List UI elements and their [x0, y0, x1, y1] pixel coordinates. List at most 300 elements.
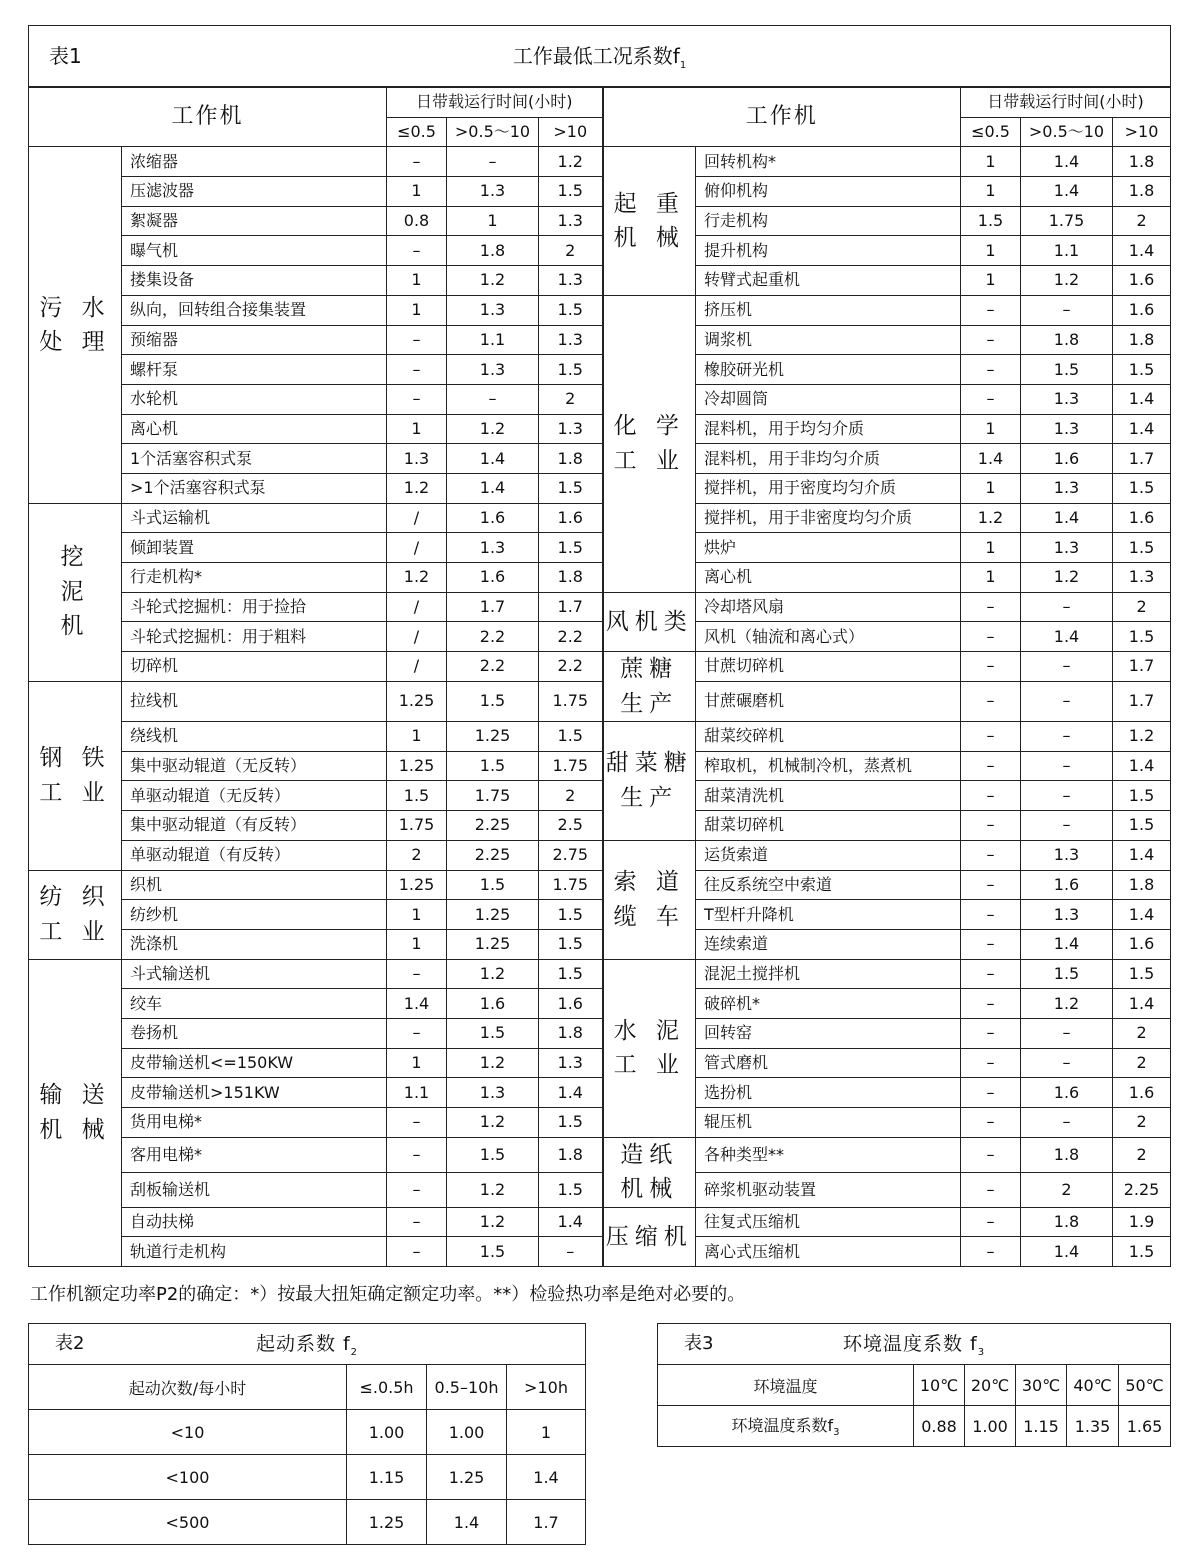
table-row	[29, 1048, 1171, 1078]
factor-le05: 1.4	[961, 444, 1021, 474]
factor-05to10: –	[1021, 681, 1113, 721]
table-row	[29, 266, 1171, 296]
machine-name: 甜菜绞碎机	[696, 722, 961, 752]
table-row	[29, 473, 1171, 503]
category-cell: 水 泥 工 业	[603, 959, 696, 1137]
factor-le05: 1	[961, 266, 1021, 296]
factor-05to10: 1.5	[1021, 355, 1113, 385]
machine-name: 曝气机	[122, 236, 387, 266]
factor-gt10: 1.9	[1113, 1207, 1171, 1237]
category-cell: 化 学 工 业	[603, 295, 696, 592]
machine-name: 甘蔗切碎机	[696, 652, 961, 682]
header-col-gt10-right: >10	[1113, 117, 1171, 147]
factor-le05: –	[961, 1137, 1021, 1172]
machine-name: 连续索道	[696, 929, 961, 959]
machine-name: >1个活塞容积式泵	[122, 473, 387, 503]
factor-05to10h: 1.25	[427, 1455, 507, 1500]
factor-05to10: 1.4	[447, 473, 539, 503]
starts-per-hour: <500	[29, 1500, 347, 1545]
factor-le05: 1.1	[387, 1078, 447, 1108]
machine-name: 织机	[122, 870, 387, 900]
category-cell: 挖 泥 机	[29, 503, 122, 681]
factor-le05: 1.2	[387, 473, 447, 503]
factor-gt10h: 1.4	[507, 1455, 586, 1500]
factor-le05: –	[961, 989, 1021, 1019]
factor-05to10: 1.5	[447, 681, 539, 721]
table-row	[29, 325, 1171, 355]
factor-05to10: 1.3	[447, 177, 539, 207]
factor-05to10: 1.2	[1021, 563, 1113, 593]
category-cell: 造纸 机械	[603, 1137, 696, 1207]
category-cell: 风机类	[603, 592, 696, 651]
factor-gt10: 1.5	[1113, 959, 1171, 989]
factor-gt10: 1.3	[539, 1048, 603, 1078]
factor-gt10: 1.8	[539, 1137, 603, 1172]
factor-le05: –	[387, 355, 447, 385]
factor-05to10: –	[1021, 652, 1113, 682]
machine-name: 回转窑	[696, 1018, 961, 1048]
factor-05to10: –	[1021, 751, 1113, 781]
factor-gt10: –	[539, 1237, 603, 1267]
category-cell: 纺 织 工 业	[29, 870, 122, 959]
category-cell: 污 水 处 理	[29, 147, 122, 503]
table1-label: 表1	[49, 44, 82, 68]
factor-gt10: 2	[539, 384, 603, 414]
machine-name: 回转机构*	[696, 147, 961, 177]
table-row	[29, 147, 1171, 177]
factor-gt10h: 1	[507, 1410, 586, 1455]
temperature-factor-table	[657, 1323, 1171, 1447]
machine-name: 往复式压缩机	[696, 1207, 961, 1237]
factor-05to10: –	[1021, 1048, 1113, 1078]
table3-title: 环境温度系数 $f_3$	[842, 1333, 986, 1358]
machine-name: 运货索道	[696, 840, 961, 870]
factor-le05: 1	[387, 177, 447, 207]
factor-gt10: 2	[1113, 592, 1171, 622]
factor-05to10: 1.6	[447, 563, 539, 593]
footnote: 工作机额定功率P2的确定：*）按最大扭矩确定额定功率。**）检验热功率是绝对必要的。	[30, 1284, 746, 1305]
factor-le05: 1	[387, 295, 447, 325]
category-cell: 起 重 机 械	[603, 147, 696, 295]
table-row	[29, 622, 1171, 652]
factor-05to10: 1.4	[1021, 177, 1113, 207]
table1-title-cell	[29, 26, 1171, 88]
table3-temp-20: 20℃	[965, 1365, 1016, 1406]
factor-gt10: 1.75	[539, 751, 603, 781]
factor-gt10: 1.4	[1113, 236, 1171, 266]
factor-le05: 1.75	[387, 811, 447, 841]
factor-05to10: 1.2	[447, 1207, 539, 1237]
factor-05to10: 2	[1021, 1172, 1113, 1207]
factor-05to10: 1.5	[447, 1237, 539, 1267]
factor-05to10: 2.2	[447, 652, 539, 682]
factor-le05: 1	[387, 414, 447, 444]
machine-name: 压滤波器	[122, 177, 387, 207]
factor-gt10: 1.5	[1113, 622, 1171, 652]
factor-le05: –	[387, 384, 447, 414]
factor-gt10h: 1.7	[507, 1500, 586, 1545]
machine-name: 切碎机	[122, 652, 387, 682]
table-row	[29, 959, 1171, 989]
factor-le05: 1	[961, 473, 1021, 503]
factor-05to10: 1.3	[1021, 533, 1113, 563]
table-row	[29, 722, 1171, 752]
table-row	[29, 414, 1171, 444]
factor-05to10: 1.6	[1021, 1078, 1113, 1108]
factor-le05: 1.25	[387, 870, 447, 900]
factor-05to10: 1.8	[447, 236, 539, 266]
factor-05to10: 2.25	[447, 840, 539, 870]
factor-gt10: 1.6	[1113, 503, 1171, 533]
machine-name: 货用电梯*	[122, 1108, 387, 1138]
machine-name: 管式磨机	[696, 1048, 961, 1078]
table-row	[29, 206, 1171, 236]
factor-le05: –	[387, 1137, 447, 1172]
table-row	[29, 900, 1171, 930]
factor-05to10: 1.3	[1021, 840, 1113, 870]
table3-factor-30: 1.15	[1016, 1406, 1067, 1447]
factor-05to10: 1.6	[1021, 444, 1113, 474]
factor-05to10: 1.3	[1021, 473, 1113, 503]
machine-name: 斗式运输机	[122, 503, 387, 533]
table3-title-cell	[658, 1324, 1171, 1365]
machine-name: 行走机构	[696, 206, 961, 236]
machine-name: 提升机构	[696, 236, 961, 266]
table-row	[29, 236, 1171, 266]
factor-05to10: 1.3	[1021, 384, 1113, 414]
table-row	[29, 929, 1171, 959]
factor-le05: –	[961, 1108, 1021, 1138]
category-cell: 蔗糖 生产	[603, 652, 696, 722]
factor-05to10: 1.25	[447, 929, 539, 959]
factor-gt10: 1.3	[539, 206, 603, 236]
table-row	[29, 811, 1171, 841]
machine-name: 轨道行走机构	[122, 1237, 387, 1267]
machine-name: 浓缩器	[122, 147, 387, 177]
machine-name: 离心机	[122, 414, 387, 444]
table3-factor-label: 环境温度系数$f_3$	[658, 1406, 914, 1447]
factor-le05: –	[961, 1237, 1021, 1267]
factor-le05: –	[387, 236, 447, 266]
factor-le05: 1	[387, 266, 447, 296]
factor-05to10: 1.4	[1021, 1237, 1113, 1267]
machine-name: 洗涤机	[122, 929, 387, 959]
machine-name: 搅拌机，用于密度均匀介质	[696, 473, 961, 503]
factor-05to10: 1.8	[1021, 325, 1113, 355]
machine-name: 1个活塞容积式泵	[122, 444, 387, 474]
factor-le05: –	[961, 900, 1021, 930]
table3-factor-20: 1.00	[965, 1406, 1016, 1447]
factor-gt10: 1.6	[1113, 929, 1171, 959]
factor-le05: –	[961, 325, 1021, 355]
factor-gt10: 1.8	[1113, 147, 1171, 177]
table-row	[29, 989, 1171, 1019]
factor-le05: 1.4	[387, 989, 447, 1019]
factor-le05: 1	[387, 929, 447, 959]
factor-le05: /	[387, 622, 447, 652]
factor-05to10h: 1.00	[427, 1410, 507, 1455]
factor-gt10: 1.8	[539, 563, 603, 593]
table2-header-col3: >10h	[507, 1365, 586, 1410]
factor-gt10: 1.8	[1113, 177, 1171, 207]
table-row	[29, 870, 1171, 900]
machine-name: 拉线机	[122, 681, 387, 721]
factor-le05: –	[961, 1078, 1021, 1108]
factor-gt10: 1.5	[539, 355, 603, 385]
factor-le05: /	[387, 503, 447, 533]
category-cell: 输 送 机 械	[29, 959, 122, 1267]
machine-name: 螺杆泵	[122, 355, 387, 385]
factor-le05: –	[387, 1018, 447, 1048]
table3-temp-40: 40℃	[1067, 1365, 1119, 1406]
factor-le05: –	[961, 592, 1021, 622]
table-row	[29, 177, 1171, 207]
factor-le05: 1	[961, 147, 1021, 177]
factor-05to10: 1.8	[1021, 1137, 1113, 1172]
factor-le05: –	[961, 295, 1021, 325]
table2-label: 表2	[55, 1333, 85, 1354]
factor-05to10: 1.6	[447, 989, 539, 1019]
factor-05to10: 1.2	[447, 1108, 539, 1138]
starts-per-hour: <100	[29, 1455, 347, 1500]
factor-le05: –	[961, 1018, 1021, 1048]
factor-05to10: 1.3	[447, 355, 539, 385]
factor-05to10: 1.2	[447, 266, 539, 296]
factor-gt10: 2.5	[539, 811, 603, 841]
factor-gt10: 1.7	[1113, 444, 1171, 474]
factor-05to10: 1.6	[1021, 870, 1113, 900]
table-row	[29, 1237, 1171, 1267]
factor-le05h: 1.25	[347, 1500, 427, 1545]
factor-gt10: 2	[1113, 1137, 1171, 1172]
factor-le05: –	[961, 781, 1021, 811]
table3-factor-10: 0.88	[914, 1406, 965, 1447]
table2-header-col2: 0.5–10h	[427, 1365, 507, 1410]
factor-gt10: 1.7	[1113, 681, 1171, 721]
factor-gt10: 1.5	[539, 295, 603, 325]
factor-le05h: 1.15	[347, 1455, 427, 1500]
header-machine-right: 工作机	[603, 87, 961, 147]
factor-05to10: 1.2	[447, 1048, 539, 1078]
factor-05to10: –	[1021, 1108, 1113, 1138]
factor-05to10: –	[447, 147, 539, 177]
factor-gt10: 1.4	[539, 1078, 603, 1108]
factor-gt10: 1.4	[539, 1207, 603, 1237]
factor-le05: 1	[387, 900, 447, 930]
machine-name: 单驱动辊道（无反转）	[122, 781, 387, 811]
factor-gt10: 1.5	[1113, 533, 1171, 563]
factor-05to10: 1.2	[447, 414, 539, 444]
machine-name: 客用电梯*	[122, 1137, 387, 1172]
table-row	[29, 681, 1171, 721]
machine-name: T型杆升降机	[696, 900, 961, 930]
machine-name: 辊压机	[696, 1108, 961, 1138]
factor-gt10: 1.5	[539, 900, 603, 930]
starts-per-hour: <10	[29, 1410, 347, 1455]
machine-name: 烘炉	[696, 533, 961, 563]
factor-05to10: –	[1021, 722, 1113, 752]
factor-gt10: 1.5	[1113, 355, 1171, 385]
factor-le05: 1	[961, 414, 1021, 444]
table3-temp-50: 50℃	[1119, 1365, 1171, 1406]
factor-le05: 1	[387, 1048, 447, 1078]
factor-le05: –	[961, 681, 1021, 721]
factor-gt10: 2.2	[539, 622, 603, 652]
factor-05to10: 1.8	[1021, 1207, 1113, 1237]
factor-gt10: 1.4	[1113, 900, 1171, 930]
factor-05to10: 1.5	[1021, 959, 1113, 989]
factor-gt10: 1.5	[539, 177, 603, 207]
factor-05to10: –	[447, 384, 539, 414]
machine-name: 俯仰机构	[696, 177, 961, 207]
factor-05to10: 1.2	[1021, 989, 1113, 1019]
table-row	[29, 592, 1171, 622]
factor-le05h: 1.00	[347, 1410, 427, 1455]
factor-le05: 1	[387, 722, 447, 752]
machine-name: 混料机，用于均匀介质	[696, 414, 961, 444]
factor-gt10: 1.4	[1113, 840, 1171, 870]
factor-05to10: 1.4	[1021, 622, 1113, 652]
factor-gt10: 1.6	[1113, 1078, 1171, 1108]
factor-gt10: 1.75	[539, 681, 603, 721]
factor-05to10: –	[1021, 811, 1113, 841]
table-row	[29, 1137, 1171, 1172]
factor-05to10: 1.5	[447, 870, 539, 900]
factor-05to10: 1.2	[447, 959, 539, 989]
machine-name: 冷却塔风扇	[696, 592, 961, 622]
table-row	[29, 1500, 586, 1545]
machine-name: 调浆机	[696, 325, 961, 355]
factor-le05: –	[961, 384, 1021, 414]
table-row	[29, 840, 1171, 870]
factor-le05: /	[387, 592, 447, 622]
factor-gt10: 1.6	[1113, 295, 1171, 325]
machine-name: 水轮机	[122, 384, 387, 414]
machine-name: 往反系统空中索道	[696, 870, 961, 900]
factor-gt10: 1.3	[539, 325, 603, 355]
factor-05to10: 1.6	[447, 503, 539, 533]
factor-le05: –	[387, 1172, 447, 1207]
factor-gt10: 1.5	[539, 473, 603, 503]
factor-gt10: 1.5	[539, 1108, 603, 1138]
header-machine-left: 工作机	[29, 87, 387, 147]
machine-name: 自动扶梯	[122, 1207, 387, 1237]
factor-05to10: 1.25	[447, 900, 539, 930]
factor-le05: 0.8	[387, 206, 447, 236]
factor-gt10: 1.3	[1113, 563, 1171, 593]
machine-name: 纵向，回转组合接集装置	[122, 295, 387, 325]
factor-le05: 1	[961, 177, 1021, 207]
category-cell: 索 道 缆 车	[603, 840, 696, 959]
machine-name: 纺纱机	[122, 900, 387, 930]
table2-title: 起动系数 $f_2$	[255, 1333, 359, 1358]
factor-05to10: 1.1	[1021, 236, 1113, 266]
factor-gt10: 1.5	[539, 722, 603, 752]
factor-05to10: 1.5	[447, 1018, 539, 1048]
factor-le05: –	[961, 751, 1021, 781]
factor-le05: 1	[961, 563, 1021, 593]
machine-name: 行走机构*	[122, 563, 387, 593]
working-factor-table	[28, 25, 1171, 1267]
table3-label: 表3	[684, 1333, 714, 1354]
factor-le05: 1.2	[387, 563, 447, 593]
factor-05to10: 1.5	[447, 751, 539, 781]
header-time-left: 日带载运行时间(小时)	[387, 87, 603, 117]
table3-temp-30: 30℃	[1016, 1365, 1067, 1406]
machine-name: 皮带输送机>151KW	[122, 1078, 387, 1108]
header-col-gt10-left: >10	[539, 117, 603, 147]
factor-05to10: 1.3	[447, 1078, 539, 1108]
machine-name: 橡胶研光机	[696, 355, 961, 385]
category-cell: 甜菜糖 生产	[603, 722, 696, 841]
factor-le05: –	[387, 1207, 447, 1237]
factor-le05: –	[387, 1237, 447, 1267]
machine-name: 冷却圆筒	[696, 384, 961, 414]
factor-gt10: 2	[1113, 1108, 1171, 1138]
factor-le05: –	[387, 1108, 447, 1138]
factor-le05: –	[961, 840, 1021, 870]
factor-05to10h: 1.4	[427, 1500, 507, 1545]
factor-gt10: 1.7	[1113, 652, 1171, 682]
table1-title: 工作最低工况系数$f_1$	[512, 44, 687, 71]
factor-le05: 1.25	[387, 751, 447, 781]
factor-gt10: 1.7	[539, 592, 603, 622]
factor-gt10: 1.4	[1113, 751, 1171, 781]
table-row	[29, 1018, 1171, 1048]
table-row	[29, 503, 1171, 533]
factor-gt10: 1.5	[1113, 781, 1171, 811]
machine-name: 搅拌机，用于非密度均匀介质	[696, 503, 961, 533]
machine-name: 榨取机，机械制冷机，蒸煮机	[696, 751, 961, 781]
factor-gt10: 1.5	[1113, 473, 1171, 503]
factor-05to10: 1.4	[1021, 147, 1113, 177]
machine-name: 絮凝器	[122, 206, 387, 236]
factor-05to10: 1.75	[447, 781, 539, 811]
factor-gt10: 1.5	[1113, 1237, 1171, 1267]
factor-05to10: 2.2	[447, 622, 539, 652]
category-cell: 压缩机	[603, 1207, 696, 1266]
factor-gt10: 1.8	[1113, 870, 1171, 900]
factor-gt10: 1.4	[1113, 414, 1171, 444]
factor-gt10: 1.5	[539, 929, 603, 959]
table3-factor-40: 1.35	[1067, 1406, 1119, 1447]
factor-gt10: 1.4	[1113, 989, 1171, 1019]
header-time-right: 日带载运行时间(小时)	[961, 87, 1171, 117]
factor-le05: 1	[961, 533, 1021, 563]
machine-name: 各种类型**	[696, 1137, 961, 1172]
header-col-le05-left: ≤0.5	[387, 117, 447, 147]
machine-name: 单驱动辊道（有反转）	[122, 840, 387, 870]
factor-gt10: 1.2	[539, 147, 603, 177]
factor-le05: 1.3	[387, 444, 447, 474]
machine-name: 甜菜切碎机	[696, 811, 961, 841]
factor-le05: –	[387, 959, 447, 989]
factor-gt10: 1.2	[1113, 722, 1171, 752]
table-row	[29, 533, 1171, 563]
factor-le05: –	[961, 1207, 1021, 1237]
factor-le05: 1.25	[387, 681, 447, 721]
factor-05to10: 1.3	[447, 533, 539, 563]
factor-gt10: 1.5	[1113, 811, 1171, 841]
table-row	[29, 1410, 586, 1455]
machine-name: 绕线机	[122, 722, 387, 752]
factor-05to10: 1.75	[1021, 206, 1113, 236]
machine-name: 皮带输送机<=150KW	[122, 1048, 387, 1078]
table-row	[29, 1172, 1171, 1207]
factor-05to10: –	[1021, 781, 1113, 811]
factor-gt10: 1.5	[539, 533, 603, 563]
table2-header-col1: ≤.0.5h	[347, 1365, 427, 1410]
